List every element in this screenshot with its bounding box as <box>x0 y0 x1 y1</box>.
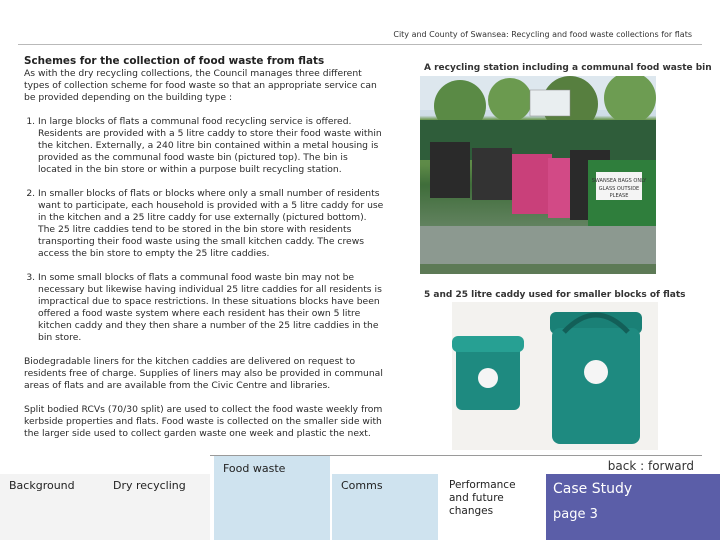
page-number: page 3 <box>553 507 598 522</box>
back-forward-link[interactable]: back : forward <box>607 459 694 473</box>
scheme-item: 1. In large blocks of flats a communal food recycling service is offered. Residents are provided with a 5 litre caddy to store their food waste within the kitchen. Externally, a 240 litre bin contained within a metal housing is provided as the communal food waste bin (pictured top). The bin is located in the bin store or within a purpose built recycling station. <box>38 116 384 176</box>
scheme-list <box>24 116 384 344</box>
liners-paragraph: Biodegradable liners for the kitchen caddies are delivered on request to residents free of charge. Supplies of liners may also be provided in communal areas of flats and are available from the Civic Centre and libraries. <box>24 356 383 391</box>
tab-dry-recycling[interactable]: Dry recycling <box>104 474 210 540</box>
tab-background[interactable]: Background <box>0 474 104 540</box>
bottom-photo-caption: 5 and 25 litre caddy used for smaller blocks of flats <box>424 290 686 300</box>
tab-comms[interactable]: Comms <box>332 474 438 540</box>
scheme-item: 3. In some small blocks of flats a communal food waste bin may not be necessary but likewise having individual 25 litre caddies for all residents is impractical due to space restrictions. In these situations blocks have been offered a food waste system where each resident has their own 5 litre kitchen caddy and they then share a number of the 25 litre caddies in the bin store. <box>38 272 384 344</box>
caddy-illustration <box>452 302 658 450</box>
intro-paragraph: As with the dry recycling collections, the Council manages three different types of collection scheme for food waste so that an appropriate service can be provided depending on the building type : <box>24 68 377 103</box>
header-divider <box>18 44 702 45</box>
top-photo-caption: A recycling station including a communal food waste bin <box>424 63 712 73</box>
tab-performance[interactable]: Performance and future changes <box>440 474 544 540</box>
scheme-item: 2. In smaller blocks of flats or blocks where only a small number of residents want to participate, each household is provided with a 5 litre caddy for use in the kitchen and a 25 litre caddy for use externally (pictured bottom). The 25 litre caddies tend to be stored in the bin store with residents transporting their food waste using the small kitchen caddy. The crews access the bin store to empty the 25 litre caddies. <box>38 188 384 260</box>
recycling-station-photo <box>420 76 656 274</box>
svg-text:SWANSEA BAGS ONLY: SWANSEA BAGS ONLY <box>591 178 647 184</box>
rcv-paragraph: Split bodied RCVs (70/30 split) are used to collect the food waste weekly from kerbside properties and flats. Food waste is collected on the smaller side with the larger side used to collect garden waste one week and plastic the next. <box>24 404 383 439</box>
recycling-station-illustration <box>420 76 656 274</box>
caddy-photo <box>452 302 658 450</box>
document-header: City and County of Swansea: Recycling and food waste collections for flats <box>393 30 692 39</box>
case-study-title: Case Study <box>553 481 633 497</box>
main-text-column <box>24 55 384 452</box>
section-title: Schemes for the collection of food waste from flats <box>24 55 325 67</box>
svg-text:PLEASE: PLEASE <box>609 193 629 199</box>
svg-text:GLASS OUTSIDE: GLASS OUTSIDE <box>598 186 640 192</box>
tab-food-waste[interactable]: Food waste <box>214 456 330 540</box>
